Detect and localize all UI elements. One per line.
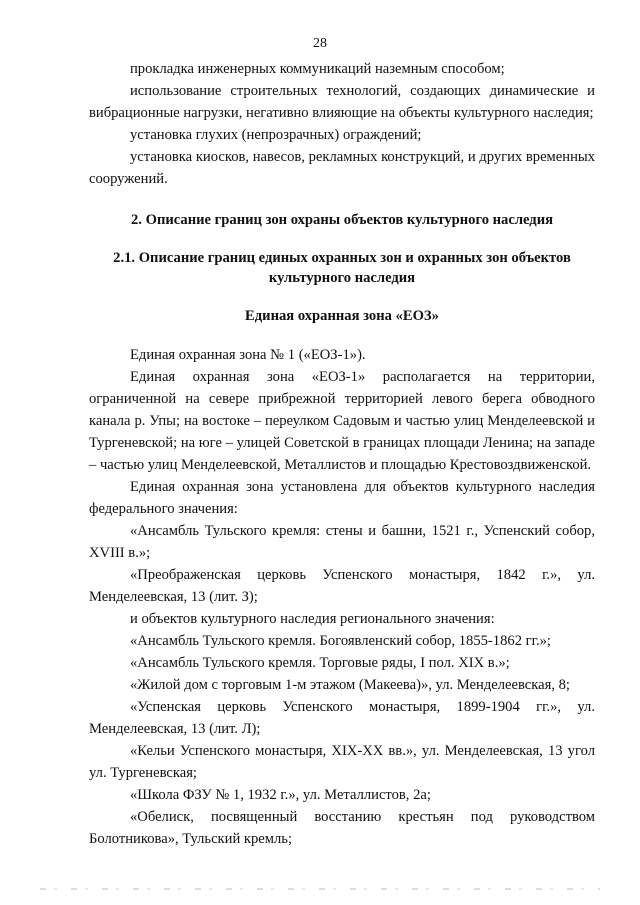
list-item: «Ансамбль Тульского кремля. Богоявленский собор, 1855-1862 гг.»; xyxy=(130,633,551,649)
list-item: «Успенская церковь Успенского монастыря, 1899-1904 гг.», ул. Менделеевская, 13 (лит. Л); xyxy=(89,699,595,737)
list-item: «Обелиск, посвященный восстанию крестьян под руководством Болотникова», Тульский кремль; xyxy=(89,809,595,847)
paragraph: установка глухих (непрозрачных) ограждений; xyxy=(130,127,422,143)
paragraph: установка киосков, навесов, рекламных конструкций, и других временных сооружений. xyxy=(89,149,595,187)
paragraph: прокладка инженерных коммуникаций наземным способом; xyxy=(130,61,505,77)
list-item: «Преображенская церковь Успенского монастыря, 1842 г.», ул. Менделеевская, 13 (лит. З); xyxy=(89,567,595,605)
list-item: «Ансамбль Тульского кремля: стены и башни, 1521 г., Успенский собор, XVIII в.»; xyxy=(89,523,595,561)
list-item: «Школа ФЗУ № 1, 1932 г.», ул. Металлистов, 2а; xyxy=(130,787,431,803)
paragraph: Единая охранная зона № 1 («ЕОЗ-1»). xyxy=(130,347,366,363)
paragraph: Единая охранная зона «ЕОЗ-1» располагается на территории, ограниченной на севере прибрежной территорией левого берега обводного канала р. Упы; на востоке – переулком Садовым и частью улиц Менделеевской и Тургеневской; на юге – улицей Советской в границах площади Ленина; на западе – частью улиц Менделеевской, Металлистов и площадью Крестовоздвиженской. xyxy=(89,369,595,473)
paragraph: использование строительных технологий, создающих динамические и вибрационные нагрузки, негативно влияющие на объекты культурного наследия; xyxy=(89,83,595,121)
list-item: «Кельи Успенского монастыря, XIX-XX вв.», ул. Менделеевская, 13 угол ул. Тургеневская; xyxy=(89,743,595,781)
scan-artifact-line xyxy=(40,888,600,890)
paragraph: и объектов культурного наследия регионального значения: xyxy=(130,611,495,627)
document-body xyxy=(89,58,595,850)
page-number: 28 xyxy=(313,36,327,51)
paragraph: Единая охранная зона установлена для объектов культурного наследия федерального значения: xyxy=(89,479,595,517)
list-item: «Ансамбль Тульского кремля. Торговые ряды, I пол. XIX в.»; xyxy=(130,655,510,671)
subsection-heading: 2.1. Описание границ единых охранных зон и охранных зон объектов культурного наследия xyxy=(113,250,571,286)
section-heading: 2. Описание границ зон охраны объектов культурного наследия xyxy=(131,212,553,228)
list-item: «Жилой дом с торговым 1-м этажом (Макеева)», ул. Менделеевская, 8; xyxy=(130,677,570,693)
zone-heading: Единая охранная зона «ЕОЗ» xyxy=(245,308,439,324)
